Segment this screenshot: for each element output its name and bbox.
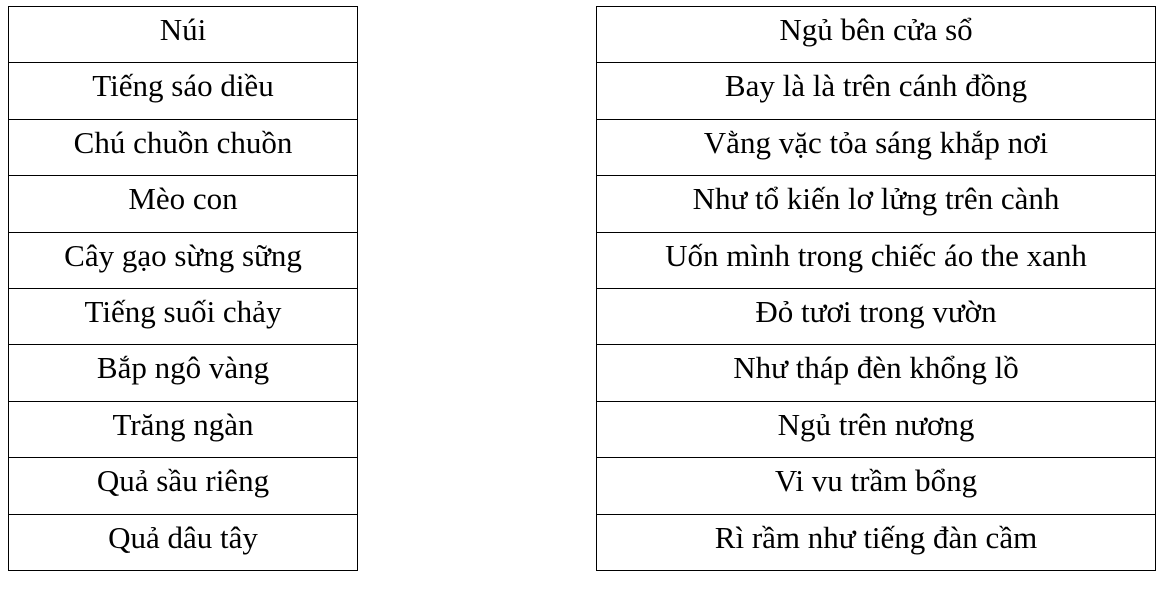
left-matching-table (8, 6, 358, 571)
table-row (9, 458, 358, 514)
table-row (9, 176, 358, 232)
table-row (9, 119, 358, 175)
table-row (9, 7, 358, 63)
table-row (597, 401, 1156, 457)
right-cell: Vằng vặc tỏa sáng khắp nơi (597, 119, 1156, 175)
table-row (597, 458, 1156, 514)
table-row (597, 119, 1156, 175)
right-cell: Rì rầm như tiếng đàn cầm (597, 514, 1156, 570)
table-row (9, 401, 358, 457)
table-row (9, 63, 358, 119)
right-cell: Ngủ trên nương (597, 401, 1156, 457)
left-cell: Tiếng sáo diều (9, 63, 358, 119)
right-cell: Vi vu trầm bổng (597, 458, 1156, 514)
table-row (9, 514, 358, 570)
left-cell: Quả sầu riêng (9, 458, 358, 514)
table-row (597, 345, 1156, 401)
right-cell: Đỏ tươi trong vườn (597, 288, 1156, 344)
table-row (9, 288, 358, 344)
left-cell: Chú chuồn chuồn (9, 119, 358, 175)
left-cell: Bắp ngô vàng (9, 345, 358, 401)
table-row (597, 63, 1156, 119)
table-row (597, 7, 1156, 63)
right-cell: Như tổ kiến lơ lửng trên cành (597, 176, 1156, 232)
right-matching-table (596, 6, 1156, 571)
table-row (597, 288, 1156, 344)
table-row (597, 514, 1156, 570)
left-cell: Trăng ngàn (9, 401, 358, 457)
table-row (9, 345, 358, 401)
table-row (597, 176, 1156, 232)
left-cell: Cây gạo sừng sững (9, 232, 358, 288)
left-cell: Tiếng suối chảy (9, 288, 358, 344)
table-row (597, 232, 1156, 288)
right-cell: Như tháp đèn khổng lồ (597, 345, 1156, 401)
left-cell: Núi (9, 7, 358, 63)
table-row (9, 232, 358, 288)
right-cell: Bay là là trên cánh đồng (597, 63, 1156, 119)
left-cell: Mèo con (9, 176, 358, 232)
right-cell: Uốn mình trong chiếc áo the xanh (597, 232, 1156, 288)
right-cell: Ngủ bên cửa sổ (597, 7, 1156, 63)
left-cell: Quả dâu tây (9, 514, 358, 570)
